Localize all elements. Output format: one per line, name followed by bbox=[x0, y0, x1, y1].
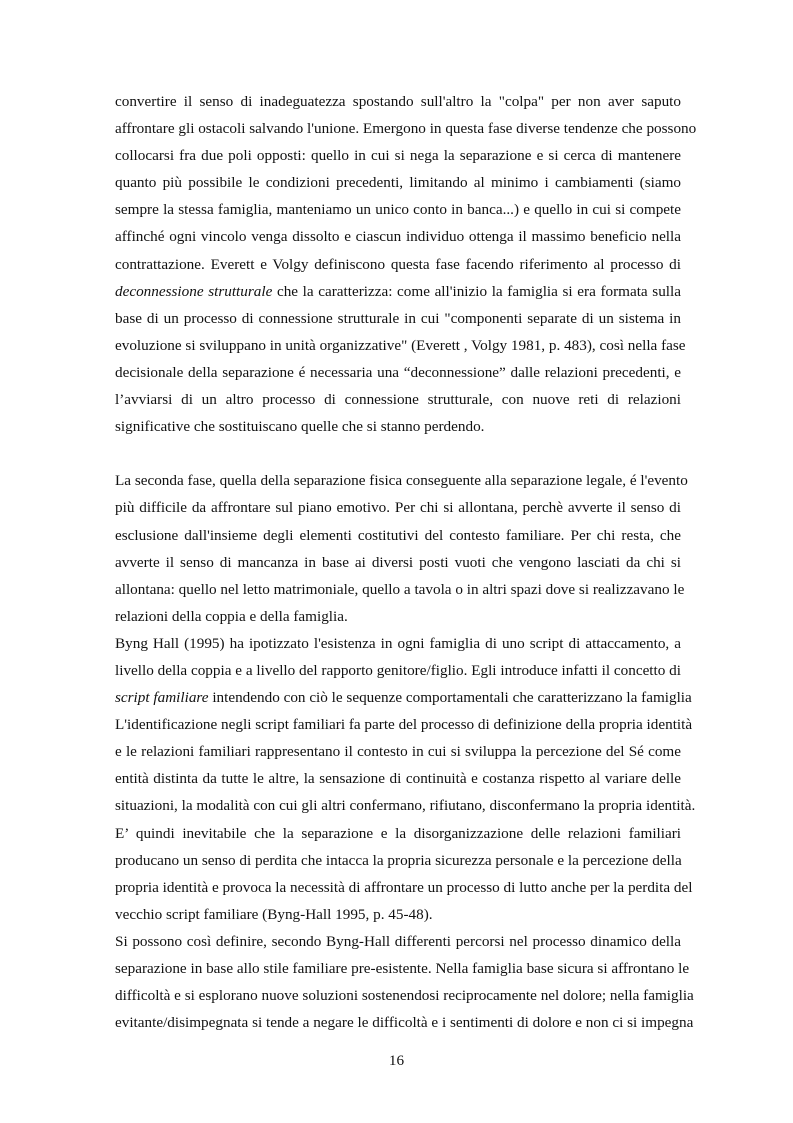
text-line: base di un processo di connessione strutturale in cui "componenti separate di un sistema in bbox=[115, 309, 681, 327]
paragraph-3 bbox=[115, 630, 696, 928]
text-line: sempre la stessa famiglia, manteniamo un unico conto in banca...) e quello in cui si compete bbox=[115, 201, 681, 219]
text-line: vecchio script familiare (Byng-Hall 1995, p. 45-48). bbox=[115, 905, 433, 923]
text-line: separazione in base allo stile familiare pre-esistente. Nella famiglia base sicura si affrontano le bbox=[115, 960, 690, 977]
text-run: che la caratterizza: come all'inizio la famiglia si era formata sulla bbox=[272, 282, 681, 300]
text-line: avverte il senso di mancanza in base ai diversi posti vuoti che vengono lasciati da chi si bbox=[115, 553, 681, 571]
text-line: significative che sostituiscano quelle che si stanno perdendo. bbox=[115, 418, 485, 436]
text-line: Byng Hall (1995) ha ipotizzato l'esistenza in ogni famiglia di uno script di attaccamento, a bbox=[115, 634, 681, 652]
text-line: propria identità e provoca la necessità di affrontare un processo di lutto anche per la perdita del bbox=[115, 878, 693, 896]
text-line: collocarsi fra due poli opposti: quello in cui si nega la separazione e si cerca di mantenere bbox=[115, 147, 681, 165]
text-line: convertire il senso di inadeguatezza spostando sull'altro la "colpa" per non aver saputo bbox=[115, 93, 681, 110]
text-line: affinché ogni vincolo venga dissolto e ciascun individuo ottenga il massimo beneficio nella bbox=[115, 228, 681, 246]
paragraph-1 bbox=[115, 88, 697, 440]
text-line: evitante/disimpegnata si tende a negare le difficoltà e i sentimenti di dolore e non ci si impegna bbox=[115, 1014, 694, 1032]
text-line: esclusione dall'insieme degli elementi costitutivi del contesto familiare. Per chi resta, che bbox=[115, 526, 681, 544]
text-line bbox=[115, 278, 681, 305]
paragraph-2 bbox=[115, 467, 688, 630]
text-line: l’avviarsi di un altro processo di connessione strutturale, con nuove reti di relazioni bbox=[115, 391, 681, 409]
text-line: relazioni della coppia e della famiglia. bbox=[115, 607, 348, 625]
text-line: più difficile da affrontare sul piano emotivo. Per chi si allontana, perchè avverte il senso di bbox=[115, 499, 681, 517]
text-line: decisionale della separazione é necessaria una “deconnessione” dalle relazioni precedenti, e bbox=[115, 363, 681, 381]
italic-term-script-familiare: script familiare bbox=[115, 689, 209, 707]
italic-term-deconnessione: deconnessione strutturale bbox=[115, 282, 273, 300]
text-line: E’ quindi inevitabile che la separazione e la disorganizzazione delle relazioni familiari bbox=[115, 824, 681, 842]
text-line: entità distinta da tutte le altre, la sensazione di continuità e costanza rispetto al variare delle bbox=[115, 770, 681, 788]
text-line: affrontare gli ostacoli salvando l'unione. Emergono in questa fase diverse tendenze che possono bbox=[115, 120, 697, 138]
text-run: intendendo con ciò le sequenze comportamentali che caratterizzano la famiglia bbox=[208, 689, 692, 707]
text-line: quanto più possibile le condizioni precedenti, limitando al minimo i cambiamenti (siamo bbox=[115, 174, 681, 192]
text-line: Si possono così definire, secondo Byng-Hall differenti percorsi nel processo dinamico della bbox=[115, 932, 681, 950]
body-text bbox=[115, 88, 697, 1036]
text-line: allontana: quello nel letto matrimoniale, quello a tavola o in altri spazi dove si realizzavano le bbox=[115, 580, 685, 598]
text-line: e le relazioni familiari rappresentano il contesto in cui si sviluppa la percezione del Sé come bbox=[115, 743, 681, 761]
text-line: livello della coppia e a livello del rapporto genitore/figlio. Egli introduce infatti il concetto di bbox=[115, 661, 681, 679]
text-line: producano un senso di perdita che intacca la propria sicurezza personale e la percezione della bbox=[115, 851, 682, 869]
text-line: contrattazione. Everett e Volgy definiscono questa fase facendo riferimento al processo di bbox=[115, 255, 681, 273]
text-line: difficoltà e si esplorano nuove soluzioni sostenendosi reciprocamente nel dolore; nella famiglia bbox=[115, 987, 694, 1005]
text-line: L'identificazione negli script familiari fa parte del processo di definizione della propria identità bbox=[115, 716, 693, 734]
paragraph-gap bbox=[115, 440, 681, 467]
page-number: 16 bbox=[388, 1052, 405, 1069]
text-line: situazioni, la modalità con cui gli altri confermano, rifiutano, disconfermano la propria identità. bbox=[115, 797, 696, 815]
text-line: La seconda fase, quella della separazione fisica conseguente alla separazione legale, é l'evento bbox=[115, 472, 688, 490]
text-line bbox=[115, 684, 692, 711]
text-line: evoluzione si sviluppano in unità organizzative" (Everett , Volgy 1981, p. 483), così nella fase bbox=[115, 336, 686, 354]
paragraph-4 bbox=[115, 928, 694, 1036]
